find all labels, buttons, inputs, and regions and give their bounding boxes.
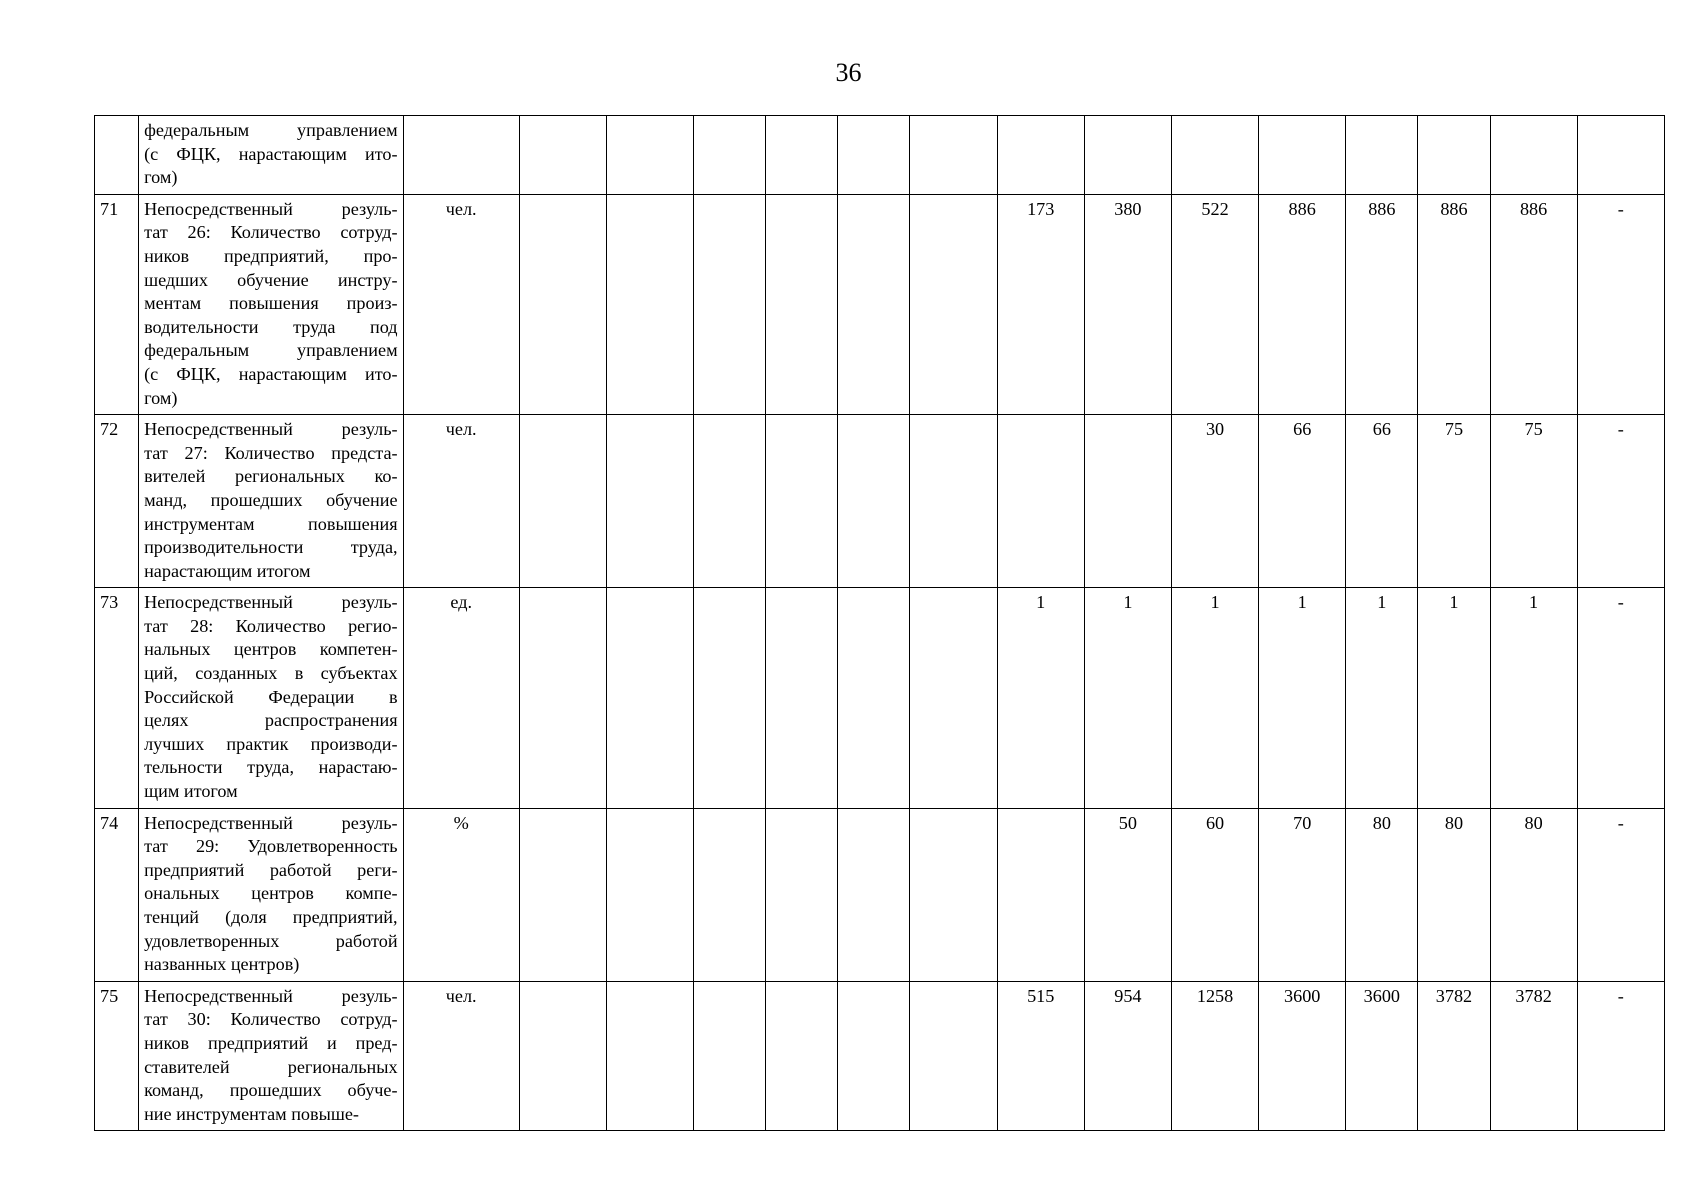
indicator-name-line: Непосредственный резуль- <box>144 419 398 440</box>
indicator-name-line: тат 27: Количество предста- <box>144 442 398 463</box>
value-cell <box>519 588 606 808</box>
value-cell <box>910 194 997 414</box>
value-cell <box>1346 116 1418 195</box>
indicator-name-line: ментам повышения произ- <box>144 293 398 314</box>
indicator-name-line: удовлетворенных работой <box>144 930 398 951</box>
indicator-name-line: Непосредственный резуль- <box>144 812 398 833</box>
value-cell <box>694 116 766 195</box>
value-cell <box>1490 116 1577 195</box>
indicator-name-cell <box>139 116 404 195</box>
value-cell: 50 <box>1084 808 1171 981</box>
value-cell <box>694 415 766 588</box>
value-cell <box>910 981 997 1131</box>
value-cell <box>694 981 766 1131</box>
value-cell: 70 <box>1259 808 1346 981</box>
indicator-name-line: манд, прошедших обучение <box>144 489 398 510</box>
value-cell <box>1577 116 1664 195</box>
value-cell <box>910 415 997 588</box>
value-cell <box>694 808 766 981</box>
value-cell: - <box>1577 194 1664 414</box>
row-number-cell: 74 <box>95 808 139 981</box>
value-cell <box>1418 116 1490 195</box>
table-row <box>95 194 1665 414</box>
indicator-name-cell <box>139 588 404 808</box>
value-cell <box>838 415 910 588</box>
indicator-name-line: ников предприятий, про- <box>144 245 398 266</box>
value-cell <box>766 808 838 981</box>
indicators-table <box>94 115 1665 1131</box>
value-cell: - <box>1577 415 1664 588</box>
indicator-name-line: нальных центров компетен- <box>144 639 398 660</box>
value-cell: 1 <box>1418 588 1490 808</box>
value-cell: 1 <box>1490 588 1577 808</box>
indicator-name-line: тат 30: Количество сотруд- <box>144 1009 398 1030</box>
value-cell <box>766 116 838 195</box>
indicator-name-line: шедших обучение инстру- <box>144 269 398 290</box>
table-row <box>95 588 1665 808</box>
indicator-name-line: (с ФЦК, нарастающим ито- <box>144 363 398 384</box>
value-cell <box>910 588 997 808</box>
value-cell: 954 <box>1084 981 1171 1131</box>
value-cell: 886 <box>1346 194 1418 414</box>
value-cell <box>838 808 910 981</box>
indicator-name-line: федеральным управлением <box>144 120 398 140</box>
row-number-cell: 75 <box>95 981 139 1131</box>
table-row <box>95 415 1665 588</box>
indicator-name-line: целях распространения <box>144 710 398 731</box>
value-cell <box>766 588 838 808</box>
value-cell <box>606 194 693 414</box>
value-cell <box>519 981 606 1131</box>
value-cell <box>606 415 693 588</box>
value-cell <box>838 194 910 414</box>
indicator-name-line: команд, прошедших обуче- <box>144 1080 398 1101</box>
value-cell: 75 <box>1490 415 1577 588</box>
indicator-name-line: гом) <box>144 387 178 408</box>
value-cell: 80 <box>1346 808 1418 981</box>
value-cell <box>766 981 838 1131</box>
table-row <box>95 981 1665 1131</box>
indicator-name-line: тат 26: Количество сотруд- <box>144 222 398 243</box>
indicator-name-line: ставителей региональных <box>144 1056 398 1077</box>
indicator-name-line: тельности труда, нарастаю- <box>144 757 398 778</box>
unit-cell: чел. <box>403 194 519 414</box>
indicator-name-line: Непосредственный резуль- <box>144 198 398 219</box>
value-cell: 60 <box>1171 808 1258 981</box>
value-cell <box>1084 415 1171 588</box>
value-cell <box>766 194 838 414</box>
value-cell: 1 <box>1259 588 1346 808</box>
indicator-name-line: (с ФЦК, нарастающим ито- <box>144 143 398 164</box>
indicator-name-line: инструментам повышения <box>144 513 398 534</box>
value-cell <box>606 981 693 1131</box>
indicator-name-line: ние инструментам повыше- <box>144 1103 359 1124</box>
unit-cell: ед. <box>403 588 519 808</box>
value-cell: 173 <box>997 194 1084 414</box>
value-cell <box>519 194 606 414</box>
row-number-cell: 72 <box>95 415 139 588</box>
value-cell: 1 <box>1346 588 1418 808</box>
value-cell <box>606 588 693 808</box>
value-cell <box>694 194 766 414</box>
value-cell: - <box>1577 588 1664 808</box>
value-cell <box>766 415 838 588</box>
row-number-cell: 73 <box>95 588 139 808</box>
value-cell <box>519 116 606 195</box>
indicator-name-line: гом) <box>144 167 178 188</box>
value-cell: 66 <box>1259 415 1346 588</box>
indicator-name-line: щим итогом <box>144 781 238 802</box>
value-cell <box>694 588 766 808</box>
indicator-name-line: тат 28: Количество регио- <box>144 615 398 636</box>
value-cell: 886 <box>1259 194 1346 414</box>
value-cell: 380 <box>1084 194 1171 414</box>
value-cell: 30 <box>1171 415 1258 588</box>
value-cell: 3782 <box>1418 981 1490 1131</box>
indicator-name-cell <box>139 415 404 588</box>
unit-cell: чел. <box>403 415 519 588</box>
value-cell: 3600 <box>1346 981 1418 1131</box>
value-cell <box>1171 116 1258 195</box>
indicator-name-line: предприятий работой реги- <box>144 859 398 880</box>
value-cell: 886 <box>1490 194 1577 414</box>
value-cell: 1 <box>1084 588 1171 808</box>
value-cell: 886 <box>1418 194 1490 414</box>
value-cell <box>910 808 997 981</box>
indicator-name-line: ников предприятий и пред- <box>144 1032 398 1053</box>
indicator-name-line: ональных центров компе- <box>144 883 398 904</box>
row-number-cell: 71 <box>95 194 139 414</box>
indicator-name-line: Российской Федерации в <box>144 686 398 707</box>
value-cell: 3782 <box>1490 981 1577 1131</box>
indicator-name-line: водительности труда под <box>144 316 398 337</box>
value-cell <box>606 116 693 195</box>
value-cell <box>997 116 1084 195</box>
value-cell: 80 <box>1490 808 1577 981</box>
value-cell: 1 <box>997 588 1084 808</box>
page-number: 36 <box>835 58 862 87</box>
value-cell: 80 <box>1418 808 1490 981</box>
value-cell <box>519 808 606 981</box>
value-cell <box>838 981 910 1131</box>
indicator-name-cell <box>139 981 404 1131</box>
value-cell <box>1259 116 1346 195</box>
value-cell: - <box>1577 981 1664 1131</box>
value-cell: 75 <box>1418 415 1490 588</box>
value-cell <box>838 588 910 808</box>
value-cell: 66 <box>1346 415 1418 588</box>
indicator-name-cell <box>139 808 404 981</box>
indicator-name-line: производительности труда, <box>144 537 398 558</box>
indicator-name-line: названных центров) <box>144 954 300 975</box>
value-cell: - <box>1577 808 1664 981</box>
value-cell <box>519 415 606 588</box>
indicator-name-line: ций, созданных в субъектах <box>144 663 398 684</box>
value-cell: 1258 <box>1171 981 1258 1131</box>
indicator-name-line: нарастающим итогом <box>144 560 311 581</box>
table-row <box>95 808 1665 981</box>
indicator-name-line: тат 29: Удовлетворенность <box>144 836 398 857</box>
table-row <box>95 116 1665 195</box>
value-cell: 522 <box>1171 194 1258 414</box>
indicator-name-cell <box>139 194 404 414</box>
value-cell <box>997 415 1084 588</box>
indicator-name-line: лучших практик производи- <box>144 733 398 754</box>
indicator-name-line: федеральным управлением <box>144 340 398 361</box>
indicator-name-line: Непосредственный резуль- <box>144 985 398 1006</box>
unit-cell <box>403 116 519 195</box>
value-cell <box>838 116 910 195</box>
value-cell: 515 <box>997 981 1084 1131</box>
value-cell: 3600 <box>1259 981 1346 1131</box>
value-cell <box>910 116 997 195</box>
indicator-name-line: Непосредственный резуль- <box>144 592 398 613</box>
indicator-name-line: вителей региональных ко- <box>144 466 398 487</box>
value-cell <box>1084 116 1171 195</box>
row-number-cell <box>95 116 139 195</box>
value-cell <box>997 808 1084 981</box>
unit-cell: чел. <box>403 981 519 1131</box>
indicator-name-line: тенций (доля предприятий, <box>144 907 398 927</box>
value-cell <box>606 808 693 981</box>
unit-cell: % <box>403 808 519 981</box>
value-cell: 1 <box>1171 588 1258 808</box>
